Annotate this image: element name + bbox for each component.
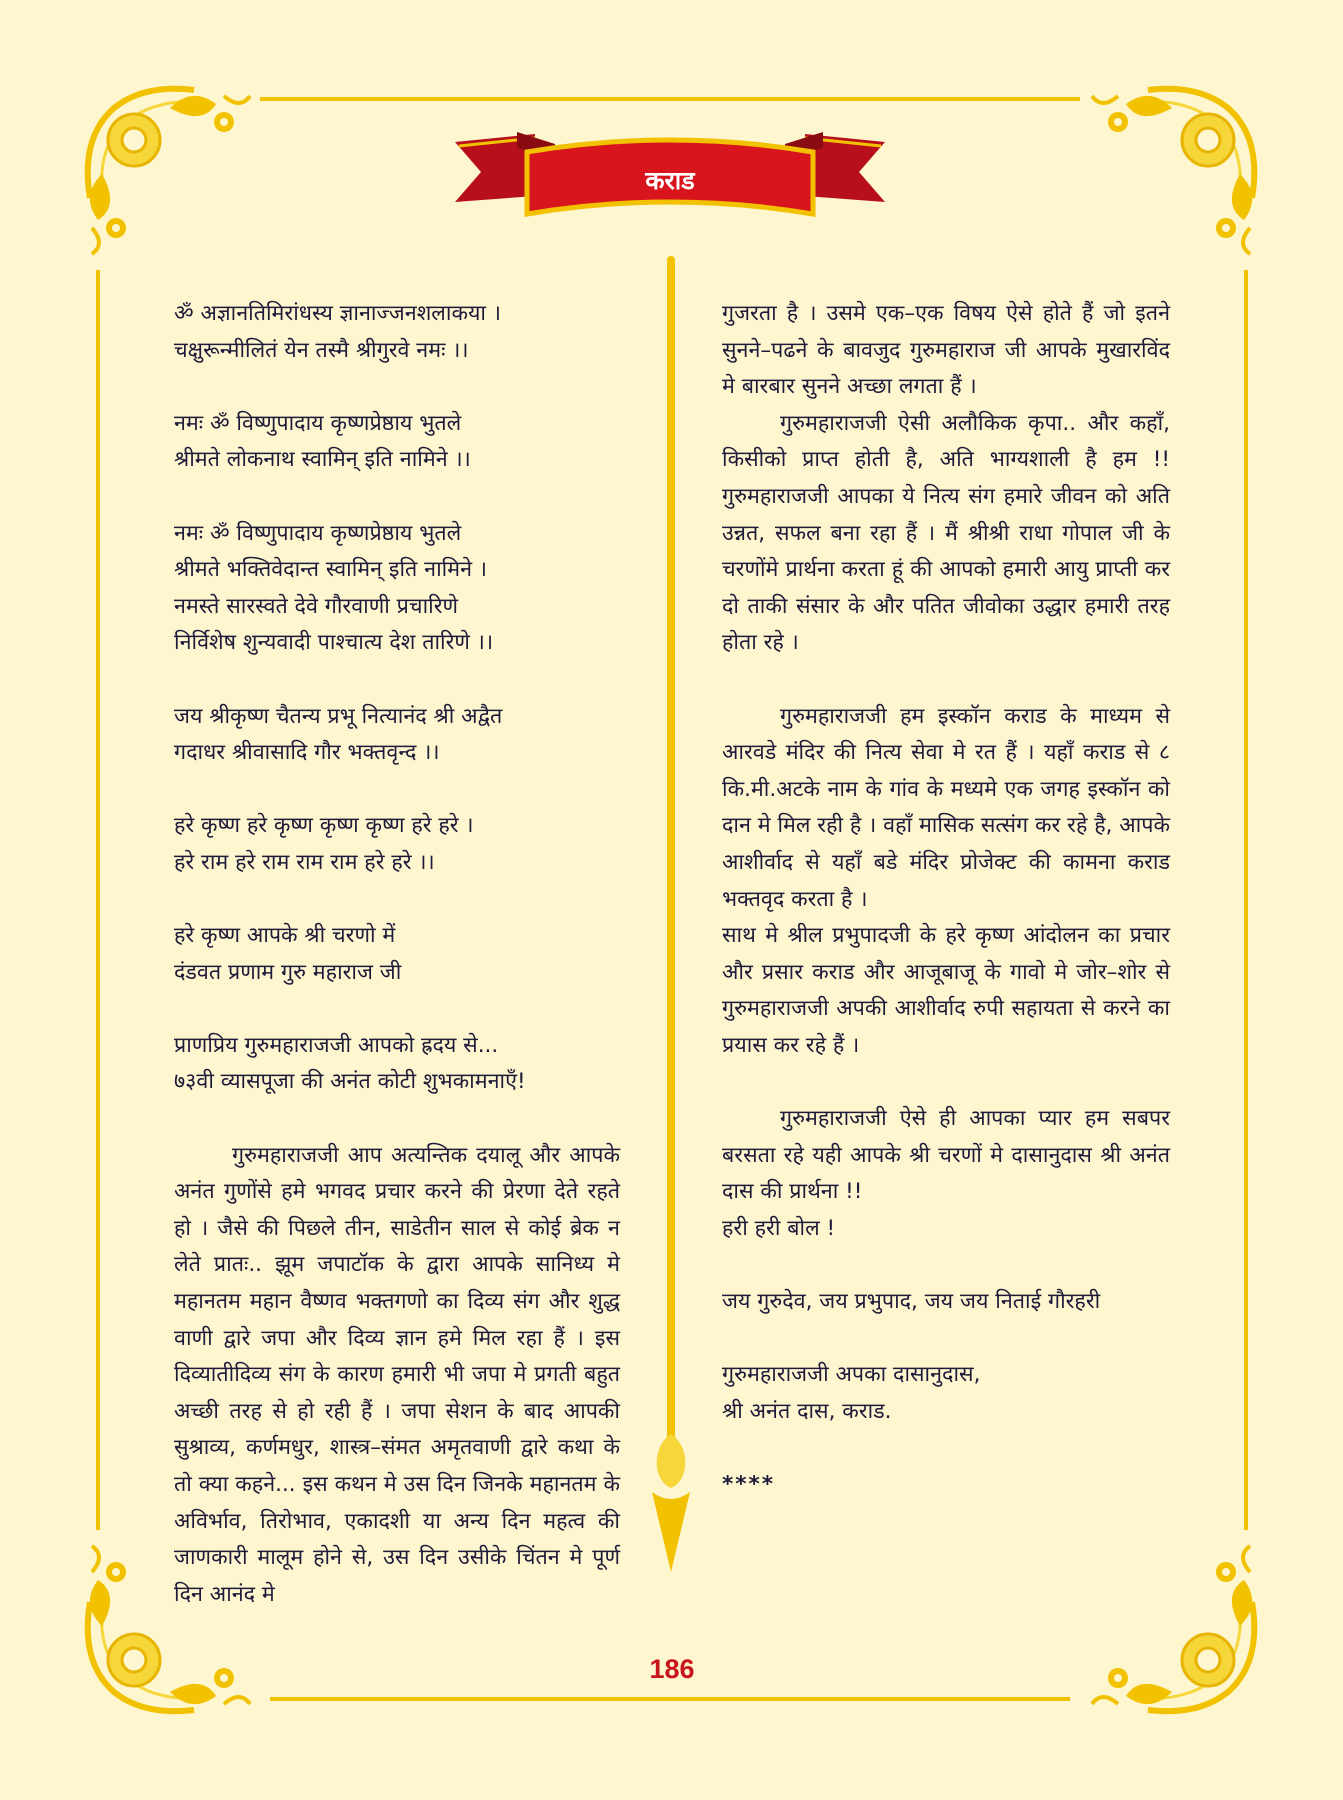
column-divider-icon: [648, 256, 694, 1586]
verse-block: [174, 699, 620, 772]
verse-block: [174, 808, 620, 881]
verse-line: गदाधर श्रीवासादि गौर भक्तवृन्द ।।: [174, 740, 440, 766]
right-column: [722, 296, 1170, 1504]
stars-separator: ****: [722, 1472, 775, 1497]
verse-block: [174, 1028, 620, 1101]
body-paragraph: गुजरता है । उसमे एक–एक विषय ऐसे होते हैं जो इतने सुनने–पढने के बावजुद गुरुमहाराज जी आपके मुखारविंद मे बारबार सुनने अच्छा लगता हैं ।: [722, 301, 1170, 400]
body-paragraph: गुरुमहाराजजी ऐसे ही आपका प्यार हम सबपर बरसता रहे यही आपके श्री चरणों मे दासानुदास श्री अनंत दास की प्रार्थना !!: [722, 1106, 1170, 1205]
frame-bottom-line: [270, 1697, 1070, 1701]
frame-left-line: [96, 270, 100, 1530]
page-number: 186: [649, 1654, 695, 1684]
verse-line: ॐ अज्ञानतिमिरांधस्य ज्ञानाज्जनशलाकया ।: [174, 301, 501, 326]
verse-line: हरे कृष्ण आपके श्री चरणो में: [174, 923, 396, 949]
verse-line: दंडवत प्रणाम गुरु महाराज जी: [174, 959, 402, 985]
verse-line: नमः ॐ विष्णुपादाय कृष्णप्रेष्ठाय भुतले: [174, 520, 462, 546]
verse-line: नमः ॐ विष्णुपादाय कृष्णप्रेष्ठाय भुतले: [174, 410, 462, 436]
verse-block: [174, 516, 620, 662]
verse-line: श्रीमते लोकनाथ स्वामिन् इति नामिने ।।: [174, 447, 471, 473]
signature-line: श्री अनंत दास, कराड.: [722, 1398, 892, 1424]
verse-line: हरे कृष्ण हरे कृष्ण कृष्ण कृष्ण हरे हरे ।: [174, 813, 474, 839]
page-title: कराड: [645, 166, 695, 195]
verse-block: [174, 296, 620, 369]
frame-top-line: [260, 97, 1080, 101]
body-paragraph: गुरुमहाराजजी ऐसी अलौकिक कृपा.. और कहाँ, किसीको प्राप्त होती है, अति भाग्यशाली है हम !! गुरुमहाराजजी आपका ये नित्य संग हमारे जीवन को अति उन्नत, सफल बना रहा हैं । मैं श्रीश्री राधा गोपाल जी के चरणोंमे प्रार्थना करता हूं की आपको हमारी आयु प्राप्ती कर दो ताकी संसार के और पतित जीवोका उद्धार हमारी तरह होता रहे ।: [722, 410, 1170, 656]
verse-line: ७३वी व्यासपूजा की अनंत कोटी शुभकामनाएँ!: [174, 1069, 526, 1095]
closing-line: हरी हरी बोल !: [722, 1215, 836, 1241]
closing-line: जय गुरुदेव, जय प्रभुपाद, जय जय निताई गौरहरी: [722, 1289, 1101, 1315]
ornamental-corner-icon: [1078, 78, 1268, 278]
body-paragraph: साथ मे श्रील प्रभुपादजी के हरे कृष्ण आंदोलन का प्रचार और प्रसार कराड और आजूबाजू के गावो मे जोर–शोर से गुरुमहाराजजी अपकी आशीर्वाद रुपी सहायता से करने का प्रयास कर रहे हैं ।: [722, 923, 1170, 1058]
body-paragraph: गुरुमहाराजजी आप अत्यन्तिक दयालू और आपके अनंत गुणोंसे हमे भगवद प्रचार करने की प्रेरणा देते रहते हो । जैसे की पिछले तीन, साडेतीन साल से कोई ब्रेक न लेते प्रातः.. झूम जपाटॉक के द्वारा आपके सानिध्य मे महानतम महान वैष्णव भक्तगणो का दिव्य संग और शुद्ध वाणी द्वारे जपा और दिव्य ज्ञान हमे मिल रहा हैं । इस दिव्यातीदिव्य संग के कारण हमारी भी जपा मे प्रगती बहुत अच्छी तरह से हो रही हैं । जपा सेशन के बाद आपकी सुश्राव्य, कर्णमधुर, शास्त्र–संमत अमृतवाणी द्वारे कथा के तो क्या कहने... इस कथन मे उस दिन जिनके महानतम के अविर्भाव, तिरोभाव, एकादशी या अन्य दिन महत्व की जाणकारी मालूम होने से, उस दिन उसीके चिंतन मे पूर्ण दिन आनंद मे: [174, 1142, 620, 1607]
verse-block: [174, 406, 620, 479]
verse-line: प्राणप्रिय गुरुमहाराजजी आपको ह्रदय से...: [174, 1032, 499, 1058]
ornamental-corner-icon: [1078, 1522, 1268, 1722]
frame-right-line: [1244, 270, 1248, 1530]
body-paragraph: गुरुमहाराजजी हम इस्कॉन कराड के माध्यम से आरवडे मंदिर की नित्य सेवा मे रत हैं । यहाँ कराड से ८ कि.मी.अटके नाम के गांव के मध्यमे एक जगह इस्कॉन को दान मे मिल रही है । वहाँ मासिक सत्संग कर रहे है, आपके आशीर्वाद से यहाँ बडे मंदिर प्रोजेक्ट की कामना कराड भक्तवृद करता है ।: [722, 703, 1170, 912]
left-column: [174, 296, 620, 1613]
verse-line: श्रीमते भक्तिवेदान्त स्वामिन् इति नामिने ।: [174, 557, 487, 583]
verse-line: हरे राम हरे राम राम राम हरे हरे ।।: [174, 849, 435, 875]
verse-line: नमस्ते सारस्वते देवे गौरवाणी प्रचारिणे: [174, 593, 459, 619]
verse-line: चक्षुरून्मीलितं येन तस्मै श्रीगुरवे नमः ।।: [174, 337, 469, 363]
verse-line: जय श्रीकृष्ण चैतन्य प्रभू नित्यानंद श्री अद्वैत: [174, 703, 503, 729]
verse-block: [174, 918, 620, 991]
signature-line: गुरुमहाराजजी अपका दासानुदास,: [722, 1362, 981, 1388]
verse-line: निर्विशेष शुन्यवादी पाश्चात्य देश तारिणे ।।: [174, 630, 494, 656]
ornamental-corner-icon: [74, 78, 264, 278]
